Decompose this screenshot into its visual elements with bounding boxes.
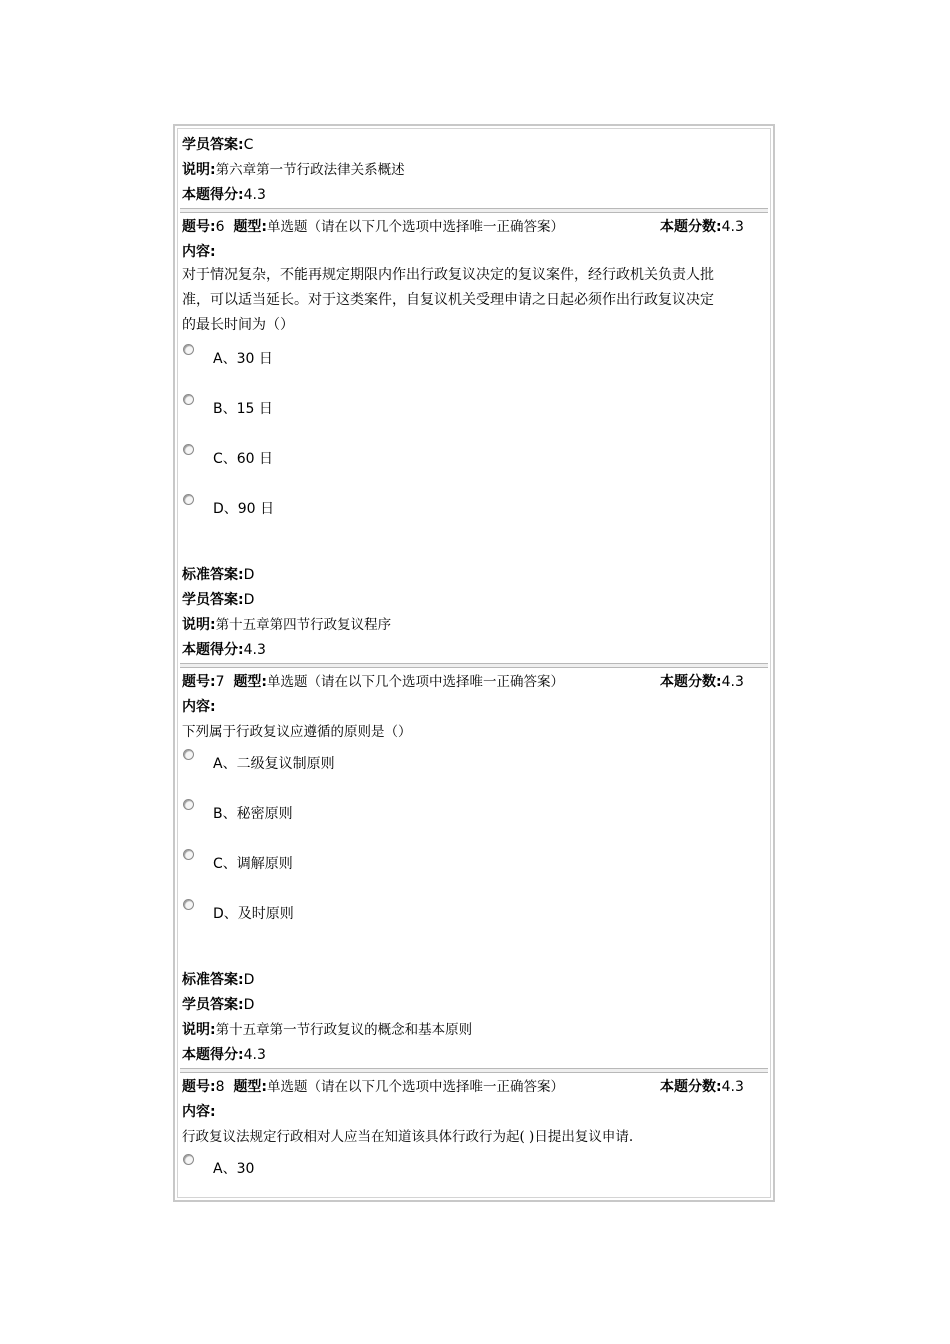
q6-header: 题号:6 题型:单选题（请在以下几个选项中选择唯一正确答案） — [182, 219, 565, 235]
q7-option-a-radio[interactable] — [183, 749, 194, 760]
q8-option-a-radio[interactable] — [183, 1154, 194, 1165]
q8-content: 行政复议法规定行政相对人应当在知道该具体行政行为起( )日提出复议申请. — [182, 1129, 634, 1145]
exam-results-inner — [177, 128, 771, 1198]
q6-content-line: 的最长时间为（） — [182, 317, 294, 333]
q6-option-c[interactable]: C、60 日 — [213, 451, 274, 467]
q6-note: 说明:第十五章第四节行政复议程序 — [182, 617, 392, 633]
q8-content-label: 内容: — [182, 1104, 216, 1120]
q6-option-c-radio[interactable] — [183, 444, 194, 455]
q7-content: 下列属于行政复议应遵循的原则是（） — [182, 724, 412, 740]
q7-standard-answer: 标准答案:D — [182, 972, 255, 988]
q8-option-a[interactable]: A、30 — [213, 1161, 255, 1177]
q7-score: 本题分数:4.3 — [660, 674, 744, 690]
q7-option-d[interactable]: D、及时原则 — [213, 906, 294, 922]
q6-option-a[interactable]: A、30 日 — [213, 351, 273, 367]
question-divider — [180, 208, 768, 213]
q6-content-label: 内容: — [182, 244, 216, 260]
q7-student-answer: 学员答案:D — [182, 997, 255, 1013]
q7-header: 题号:7 题型:单选题（请在以下几个选项中选择唯一正确答案） — [182, 674, 565, 690]
question-divider — [180, 1068, 768, 1073]
q6-option-b[interactable]: B、15 日 — [213, 401, 273, 417]
prev-note: 说明:第六章第一节行政法律关系概述 — [182, 162, 405, 178]
q6-score-got: 本题得分:4.3 — [182, 642, 266, 658]
q6-content — [182, 263, 774, 338]
exam-results-panel — [173, 124, 775, 1202]
q6-content-line: 准，可以适当延长。对于这类案件，自复议机关受理申请之日起必须作出行政复议决定 — [182, 292, 714, 308]
prev-student-answer: 学员答案:C — [182, 137, 254, 153]
q6-standard-answer: 标准答案:D — [182, 567, 255, 583]
q7-option-d-radio[interactable] — [183, 899, 194, 910]
q7-content-label: 内容: — [182, 699, 216, 715]
q6-option-d[interactable]: D、90 日 — [213, 501, 275, 517]
q8-score: 本题分数:4.3 — [660, 1079, 744, 1095]
q7-option-c[interactable]: C、调解原则 — [213, 856, 293, 872]
prev-score-got: 本题得分:4.3 — [182, 187, 266, 203]
q6-score: 本题分数:4.3 — [660, 219, 744, 235]
q6-student-answer: 学员答案:D — [182, 592, 255, 608]
q7-option-b[interactable]: B、秘密原则 — [213, 806, 293, 822]
q7-option-c-radio[interactable] — [183, 849, 194, 860]
q7-option-b-radio[interactable] — [183, 799, 194, 810]
q7-option-a[interactable]: A、二级复议制原则 — [213, 756, 335, 772]
q6-option-d-radio[interactable] — [183, 494, 194, 505]
q6-option-b-radio[interactable] — [183, 394, 194, 405]
q6-option-a-radio[interactable] — [183, 344, 194, 355]
question-divider — [180, 663, 768, 668]
q6-content-line: 对于情况复杂，不能再规定期限内作出行政复议决定的复议案件，经行政机关负责人批 — [182, 267, 714, 283]
q8-header: 题号:8 题型:单选题（请在以下几个选项中选择唯一正确答案） — [182, 1079, 565, 1095]
q7-score-got: 本题得分:4.3 — [182, 1047, 266, 1063]
q7-note: 说明:第十五章第一节行政复议的概念和基本原则 — [182, 1022, 473, 1038]
